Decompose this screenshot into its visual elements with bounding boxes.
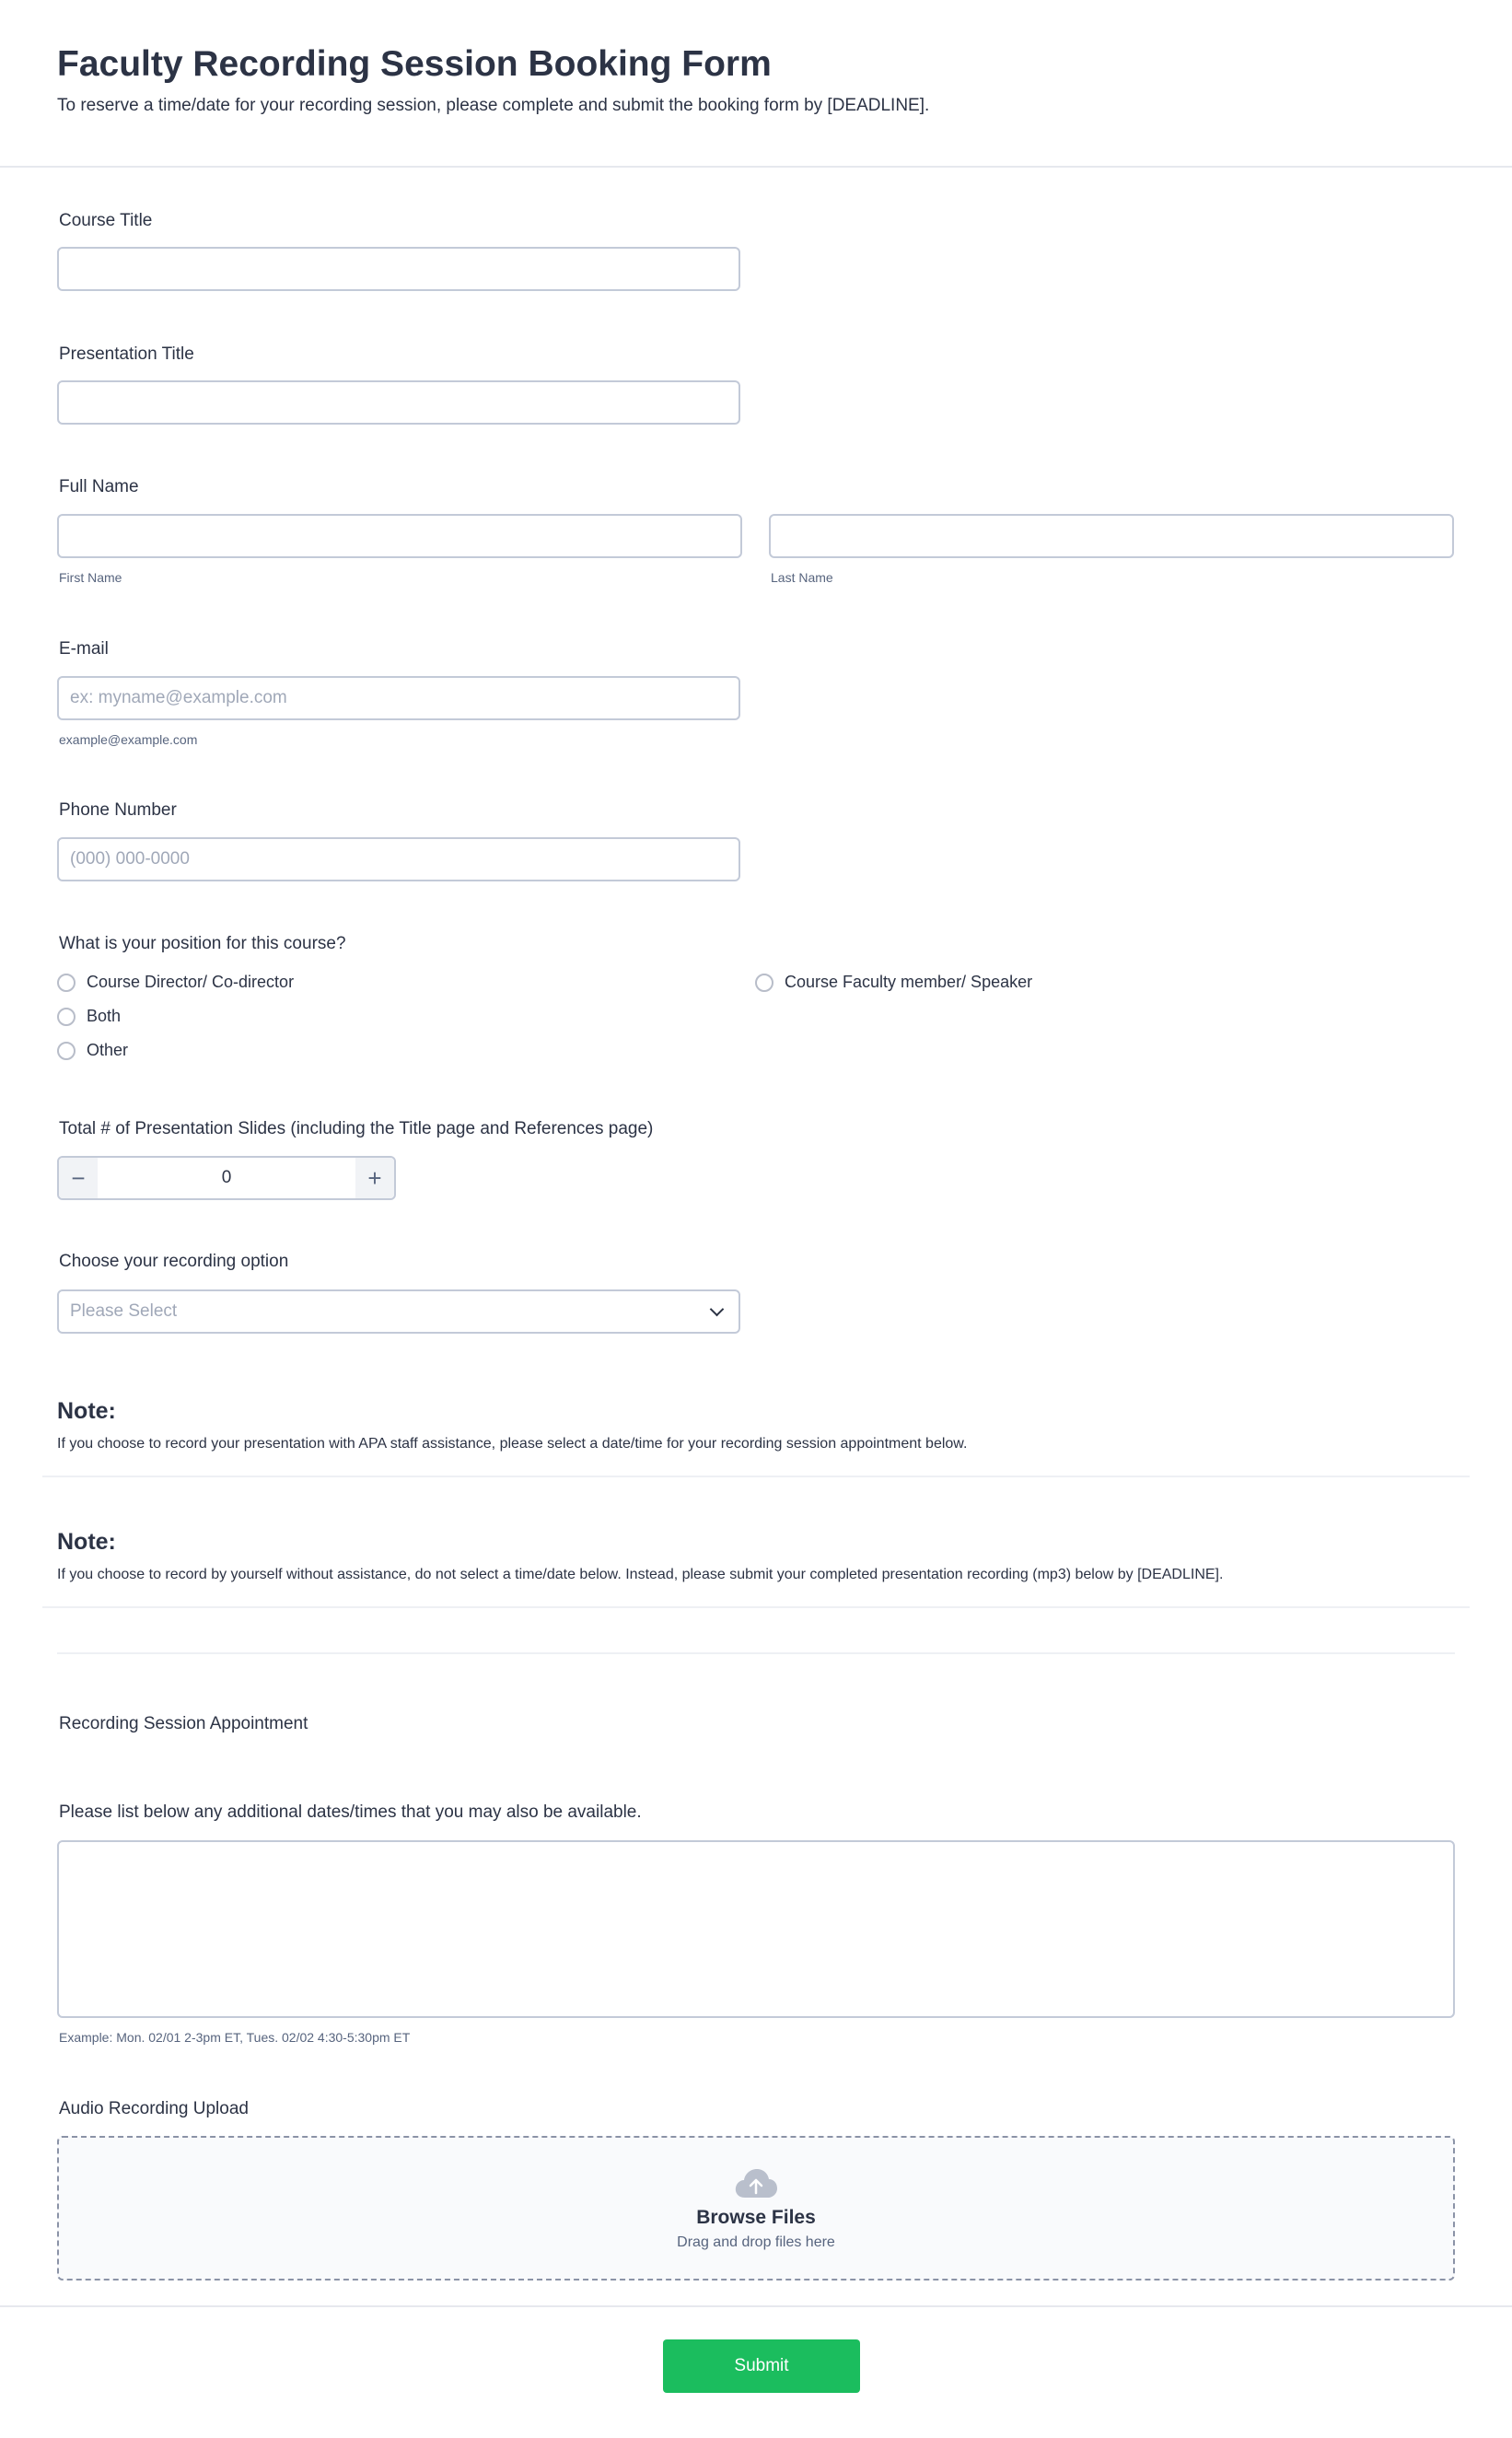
drag-drop-hint: Drag and drop files here <box>677 2234 835 2250</box>
additional-dates-sublabel: Example: Mon. 02/01 2-3pm ET, Tues. 02/02 4:30-5:30pm ET <box>59 2030 411 2045</box>
note-text: If you choose to record by yourself without assistance, do not select a time/date below. Instead, please submit your completed presentation recording (mp3) below by [DEADLINE]. <box>57 1567 1224 1582</box>
presentation-title-input[interactable] <box>57 380 740 425</box>
divider <box>57 1652 1455 1654</box>
radio-button[interactable] <box>57 974 76 992</box>
first-name-sublabel: First Name <box>59 570 122 585</box>
appointment-label: Recording Session Appointment <box>59 1714 308 1733</box>
decrement-button[interactable]: − <box>59 1158 98 1198</box>
submit-button[interactable]: Submit <box>663 2339 860 2393</box>
email-field[interactable] <box>57 676 740 720</box>
first-name-input[interactable] <box>57 514 742 558</box>
slides-label: Total # of Presentation Slides (including the Title page and References page) <box>59 1119 654 1138</box>
email-label: E-mail <box>59 639 109 659</box>
increment-button[interactable]: + <box>355 1158 394 1198</box>
note-title: Note: <box>57 1529 116 1555</box>
form-title: Faculty Recording Session Booking Form <box>57 44 772 84</box>
recording-option-label: Choose your recording option <box>59 1252 289 1271</box>
additional-dates-textarea[interactable] <box>57 1840 1455 2018</box>
file-upload-dropzone[interactable] <box>57 2136 1455 2281</box>
cloud-upload-icon <box>734 2166 778 2199</box>
divider <box>42 1476 1470 1477</box>
position-label: What is your position for this course? <box>59 934 346 953</box>
browse-files-button[interactable]: Browse Files <box>696 2206 816 2228</box>
additional-dates-label: Please list below any additional dates/times that you may also be available. <box>59 1802 642 1822</box>
note-title: Note: <box>57 1398 116 1424</box>
radio-option-course-director[interactable] <box>57 973 294 992</box>
slides-stepper <box>57 1156 396 1200</box>
radio-option-label: Course Faculty member/ Speaker <box>785 973 1033 991</box>
email-sublabel: example@example.com <box>59 732 198 747</box>
radio-option-other[interactable] <box>57 1041 128 1060</box>
full-name-label: Full Name <box>59 477 139 496</box>
radio-option-label: Other <box>87 1041 129 1059</box>
radio-button[interactable] <box>57 1008 76 1026</box>
radio-button[interactable] <box>57 1042 76 1060</box>
course-title-input[interactable] <box>57 247 740 291</box>
upload-label: Audio Recording Upload <box>59 2099 249 2118</box>
radio-button[interactable] <box>755 974 773 992</box>
last-name-input[interactable] <box>769 514 1454 558</box>
radio-option-label: Both <box>87 1007 122 1025</box>
slides-value[interactable]: 0 <box>221 1168 232 1187</box>
phone-field[interactable] <box>57 837 740 881</box>
radio-option-course-faculty[interactable] <box>755 973 1032 992</box>
presentation-title-label: Presentation Title <box>59 344 194 364</box>
form-subtitle: To reserve a time/date for your recording session, please complete and submit the booking form by [DEADLINE]. <box>57 96 930 115</box>
phone-label: Phone Number <box>59 800 177 820</box>
recording-option-select[interactable] <box>57 1289 740 1334</box>
divider <box>42 1606 1470 1608</box>
course-title-label: Course Title <box>59 211 153 230</box>
radio-option-both[interactable] <box>57 1007 121 1026</box>
note-text: If you choose to record your presentation with APA staff assistance, please select a date/time for your recording session appointment below. <box>57 1436 968 1452</box>
radio-option-label: Course Director/ Co-director <box>87 973 295 991</box>
chevron-down-icon <box>710 1302 725 1317</box>
select-placeholder: Please Select <box>70 1301 178 1321</box>
last-name-sublabel: Last Name <box>771 570 833 585</box>
